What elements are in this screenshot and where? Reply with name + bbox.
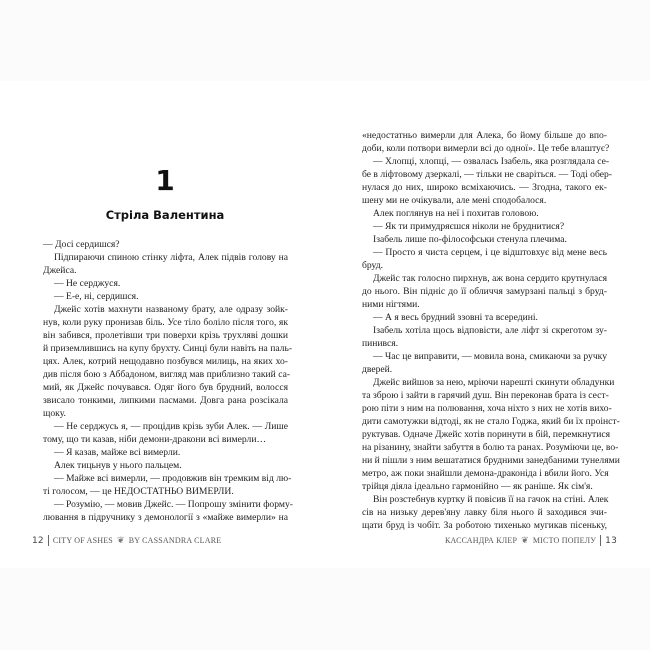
page-number: 13: [605, 535, 617, 546]
text-line: він забився, пролетівши три поверхи крізь трухляві дошки: [43, 330, 288, 341]
text-line: Алек поглянув на неї і похитав головою.: [373, 208, 539, 219]
text-line: Джейс хотів махнути названому брату, але одразу зойк-: [54, 304, 288, 315]
text-line: бе в ліфтовому дзеркалі, — тільки не сваріться. — Тоді обер-: [362, 169, 612, 180]
text-line: щати бруд із чобіт. За роботою тихенько мугикав пісеньку,: [362, 520, 607, 531]
text-line: — Час це виправити, — мовила вона, смикаючи за ручку: [373, 351, 607, 362]
text-line: Джейс вийшов за нею, мріючи нарешті скинути обладунки: [373, 377, 615, 388]
ornament-icon: ❦: [521, 535, 529, 545]
text-line: — Не серджусь я, — процідив крізь зуби Алек. — Лише: [54, 421, 288, 432]
text-line: до нього. Він підніс до її обличчя замурзані пальці з бруд-: [362, 286, 607, 297]
running-head-author: КАССАНДРА КЛЕР: [445, 536, 518, 545]
text-line: нулася до них, широко всміхаючись. — Згодна, такого ек-: [362, 182, 607, 193]
text-line: шену ми не очікували, але мені сподобалося.: [362, 195, 547, 206]
chapter-title: Стріла Валентина: [105, 208, 225, 222]
text-line: доби, коли потвори вимерли всі до одної». Це тебе влаштує?: [362, 143, 610, 154]
text-line: — Хлопці, хлопці, — озвалась Ізабель, яка розглядала се-: [373, 156, 610, 167]
text-line: дити самотужки відтоді, як не стало Годжа, який би їх проінст-: [362, 416, 620, 427]
text-line: й приземлившись на купу брухту. Синці були навіть на паль-: [43, 343, 293, 354]
text-line: — Розумію, — мовив Джейс. — Попрошу змінити форму-: [54, 499, 293, 510]
text-line: тому, що ти казав, ніби демони-дракони всі вимерли…: [43, 434, 267, 445]
text-line: Підпираючи спиною стінку ліфта, Алек підвів голову на: [54, 252, 288, 263]
text-line: сів на низьку дерев'яну лавку біля нього й заходився зчи-: [362, 507, 607, 518]
text-line: ни й пішли з ним вешататися брудними занедбаними тунелями: [362, 455, 620, 466]
text-line: — Як ти примудряєшся ніколи не бруднитися?: [373, 221, 565, 232]
text-line: — Майже всі вимерли, — продовжив він тремким від лю-: [54, 473, 292, 484]
running-head-author: BY CASSANDRA CLARE: [128, 536, 222, 545]
text-line: — Просто я чиста серцем, і це відштовхує від мене весь: [373, 247, 607, 258]
text-line: мий, як Джейс почувався. Одяг його був брудний, волосся: [43, 382, 288, 393]
text-line: бруд.: [362, 260, 384, 271]
text-line: Він розстебнув куртку й повісив її на гачок на стіні. Алек: [373, 494, 609, 505]
right-page-text: [362, 129, 620, 532]
text-line: Джейса.: [43, 265, 77, 276]
footer-divider: [600, 535, 601, 546]
text-line: Ізабель хотіла щось відповісти, але ліфт зі скреготом зу-: [373, 325, 607, 336]
text-line: «недостатньо вимерли для Алека, бо йому більше до впо-: [362, 130, 607, 141]
text-line: — Не серджуся.: [54, 278, 121, 289]
text-line: пинився.: [362, 338, 399, 349]
running-head-title: МІСТО ПОПЕЛУ: [532, 536, 597, 545]
right-page-footer: [445, 535, 617, 546]
text-line: — Я казав, майже всі вимерли.: [54, 447, 181, 458]
text-line: руктував. Одначе Джейс хотів поринути в бій, перемкнутися: [362, 429, 611, 440]
text-line: лювання в підручнику з демонології з «майже вимерли» на: [43, 512, 288, 523]
text-line: цях. Алек, котрий нещодавно позбувся милиць, на яких хо-: [43, 356, 288, 367]
text-line: — Досі сердишся?: [43, 239, 120, 250]
text-line: — Е-е, ні, сердишся.: [54, 291, 139, 302]
page-number: 12: [32, 535, 44, 546]
left-page-footer: [32, 535, 221, 546]
text-line: та зброю і зайти в гарячий душ. Він переконав брата із сест-: [362, 390, 609, 401]
text-line: ті голосом, — це НЕДОСТАТНЬО ВИМЕРЛИ.: [43, 486, 234, 497]
text-line: Алек тицьнув у нього пальцем.: [54, 460, 182, 471]
running-head-title: CITY OF ASHES: [52, 536, 113, 545]
text-line: рою піти з ним на полювання, хоча ніхто з них не хотів вихо-: [362, 403, 612, 414]
ornament-icon: ❦: [116, 535, 125, 545]
text-line: Джейс так голосно пирхнув, аж вона сердито крутнулася: [373, 273, 607, 284]
text-line: нув, коли руку пронизав біль. Усе тіло боліло після того, як: [43, 317, 288, 328]
text-line: на різанину, знайти забуття в болю та ранах. Розуміючи це, во-: [362, 442, 619, 453]
text-line: дверей.: [362, 364, 393, 375]
text-line: трійця діяла ідеально гармонійно — як раніше. Як сім'я.: [362, 481, 593, 492]
left-page-text: [43, 238, 293, 524]
text-line: ними нігтями.: [362, 299, 420, 310]
text-line: щоку.: [43, 408, 66, 419]
text-line: звисало тонкими, липкими пасмами. Довга рана розсікала: [43, 395, 288, 406]
footer-divider: [48, 535, 49, 546]
text-line: — А я весь брудний ззовні та всередині.: [373, 312, 538, 323]
text-line: Ізабель лише по-філософськи стенула плечима.: [373, 234, 567, 245]
text-line: метро, аж поки знайшли демона-драконіда і вбили його. Уся: [362, 468, 609, 479]
chapter-number: 1: [155, 164, 175, 197]
text-line: див після бою з Аббадоном, вигляд мав приблизно такий са-: [43, 369, 291, 380]
